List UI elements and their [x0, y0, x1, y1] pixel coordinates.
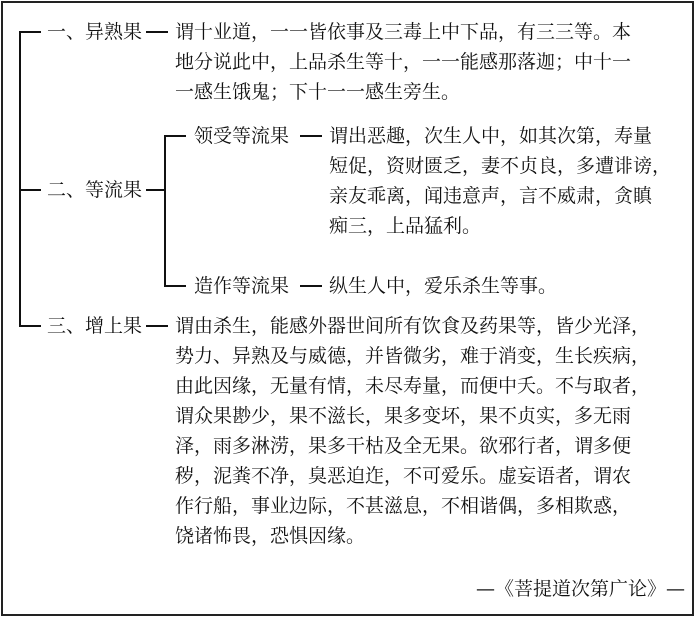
main-bracket-vertical	[19, 31, 21, 327]
item-1-line-3: 一感生饿鬼；下十一一感生旁生。	[175, 81, 461, 103]
item-1-dash	[146, 31, 168, 33]
sub-bracket-vertical	[164, 135, 166, 287]
subitem-2-line-1: 纵生人中，爱乐杀生等事。	[329, 275, 558, 297]
subitem-1-text	[329, 121, 671, 241]
item-1-line-1: 谓十业道，一一皆依事及三毒上中下品，有三三等。本	[175, 21, 632, 43]
item-3-line-5: 泽，雨多淋涝，果多干枯及全无果。欲邪行者，谓多便	[175, 435, 632, 457]
subitem-1-line-2: 短促，资财匮乏，妻不贞良，多遭诽谤，	[329, 155, 672, 177]
item-3-line-6: 秽，泥粪不净，臭恶迫迮，不可爱乐。虚妄语者，谓农	[175, 465, 632, 487]
subitem-1-dash	[300, 135, 322, 137]
item-1-line-2: 地分说此中，上品杀生等十，一一能感那落迦；中十一	[175, 51, 632, 73]
subitem-1-line-3: 亲友乖离，闻违意声，言不威肃，贪瞋	[329, 185, 653, 207]
item-2-label: 二、等流果	[47, 179, 143, 201]
item-3-label: 三、增上果	[47, 315, 143, 337]
subitem-1-line-4: 痴三，上品猛利。	[329, 215, 482, 237]
subitem-2-dash	[300, 285, 322, 287]
item-3-text	[175, 311, 650, 551]
subitem-1-label: 领受等流果	[194, 125, 290, 147]
subitem-2-label: 造作等流果	[194, 275, 290, 297]
main-bracket-tick-3	[19, 325, 41, 327]
sub-bracket-tick-1	[164, 135, 186, 137]
item-3-line-3: 由此因缘，无量有情，未尽寿量，而便中夭。不与取者，	[175, 375, 651, 397]
main-bracket-tick-2	[19, 189, 41, 191]
item-3-line-4: 谓众果尠少，果不滋长，果多变坏，果不贞实，多无雨	[175, 405, 632, 427]
source-citation: —《菩提道次第广论》—	[475, 578, 685, 600]
item-3-line-7: 作行船，事业边际，不甚滋息，不相谐偶，多相欺惑，	[175, 495, 632, 517]
item-3-dash	[146, 325, 168, 327]
item-1-label: 一、异熟果	[47, 21, 143, 43]
item-3-line-2: 势力、异熟及与威德，并皆微劣，难于消变，生长疾病，	[175, 345, 651, 367]
item-3-line-1: 谓由杀生，能感外器世间所有饮食及药果等，皆少光泽，	[175, 315, 651, 337]
sub-bracket-tick-2	[164, 285, 186, 287]
subitem-1-line-1: 谓出恶趣，次生人中，如其次第，寿量	[329, 125, 653, 147]
item-1-text	[175, 17, 631, 107]
item-3-line-8: 饶诸怖畏，恐惧因缘。	[175, 525, 366, 547]
subitem-2-text	[329, 271, 557, 301]
main-bracket-tick-1	[19, 31, 41, 33]
item-2-dash	[146, 189, 164, 191]
